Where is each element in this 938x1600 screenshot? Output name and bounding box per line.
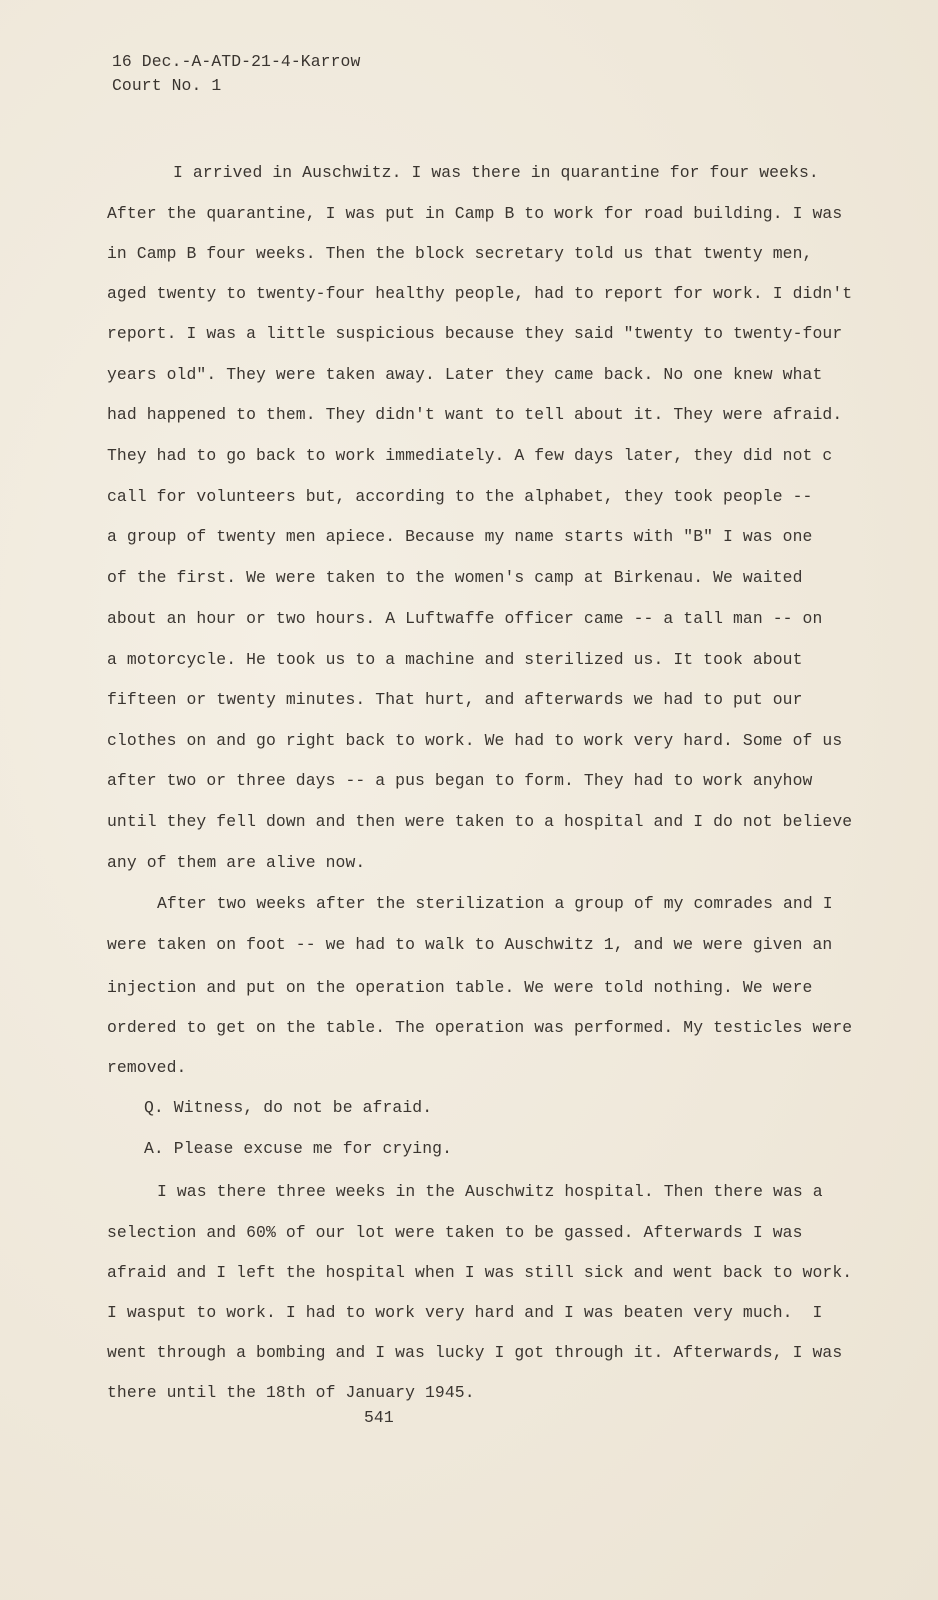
text-line: After two weeks after the sterilization a group of my comrades and I <box>157 894 833 913</box>
text-line: removed. <box>107 1058 187 1077</box>
text-line: I wasput to work. I had to work very hard and I was beaten very much. I <box>107 1303 823 1322</box>
text-line: a motorcycle. He took us to a machine and sterilized us. It took about <box>107 650 803 669</box>
text-line: call for volunteers but, according to the alphabet, they took people -- <box>107 487 813 506</box>
text-line: fifteen or twenty minutes. That hurt, and afterwards we had to put our <box>107 690 803 709</box>
text-line: A. Please excuse me for crying. <box>144 1139 453 1158</box>
text-line: I was there three weeks in the Auschwitz hospital. Then there was a <box>157 1182 823 1201</box>
text-line: went through a bombing and I was lucky I got through it. Afterwards, I was <box>107 1343 843 1362</box>
text-line: selection and 60% of our lot were taken to be gassed. Afterwards I was <box>107 1223 803 1242</box>
text-line: afraid and I left the hospital when I was still sick and went back to work. <box>107 1263 853 1282</box>
text-line: had happened to them. They didn't want to tell about it. They were afraid. <box>107 405 843 424</box>
text-line: After the quarantine, I was put in Camp B to work for road building. I was <box>107 204 843 223</box>
text-line: They had to go back to work immediately. A few days later, they did not c <box>107 446 833 465</box>
page-number: 541 <box>364 1408 394 1427</box>
text-line: were taken on foot -- we had to walk to Auschwitz 1, and we were given an <box>107 935 833 954</box>
text-line: about an hour or two hours. A Luftwaffe officer came -- a tall man -- on <box>107 609 823 628</box>
text-line: in Camp B four weeks. Then the block secretary told us that twenty men, <box>107 244 813 263</box>
court-number: Court No. 1 <box>112 76 222 95</box>
text-line: injection and put on the operation table. We were told nothing. We were <box>107 978 813 997</box>
text-line: until they fell down and then were taken to a hospital and I do not believe <box>107 812 853 831</box>
text-line: report. I was a little suspicious because they said "twenty to twenty-four <box>107 324 843 343</box>
text-line: after two or three days -- a pus began to form. They had to work anyhow <box>107 771 813 790</box>
document-reference: 16 Dec.-A-ATD-21-4-Karrow <box>112 52 361 71</box>
text-line: ordered to get on the table. The operation was performed. My testicles were <box>107 1018 853 1037</box>
text-line: any of them are alive now. <box>107 853 366 872</box>
text-line: years old". They were taken away. Later they came back. No one knew what <box>107 365 823 384</box>
text-line: Q. Witness, do not be afraid. <box>144 1098 433 1117</box>
text-line: I arrived in Auschwitz. I was there in quarantine for four weeks. <box>173 163 819 182</box>
text-line: of the first. We were taken to the women's camp at Birkenau. We waited <box>107 568 803 587</box>
text-line: there until the 18th of January 1945. <box>107 1383 475 1402</box>
text-line: aged twenty to twenty-four healthy people, had to report for work. I didn't <box>107 284 853 303</box>
text-line: clothes on and go right back to work. We had to work very hard. Some of us <box>107 731 843 750</box>
text-line: a group of twenty men apiece. Because my name starts with "B" I was one <box>107 527 813 546</box>
